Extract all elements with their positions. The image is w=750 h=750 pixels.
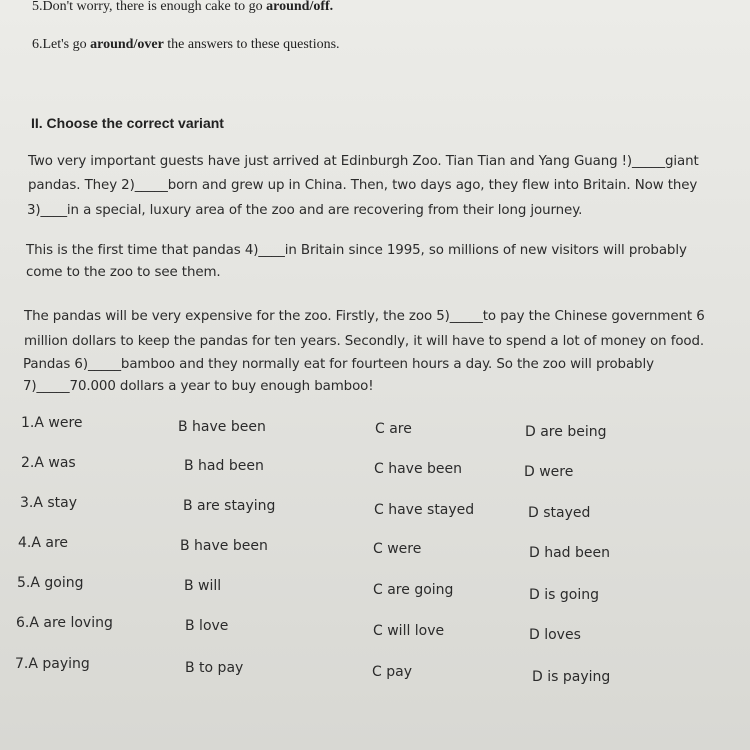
option-4b: B have been bbox=[180, 538, 268, 554]
option-1c: C are bbox=[375, 421, 412, 437]
option-3c: C have stayed bbox=[374, 502, 475, 518]
option-2d: D were bbox=[524, 464, 574, 480]
paragraph-line: 7)_____70.000 dollars a year to buy enough bamboo! bbox=[23, 379, 374, 394]
paragraph-line: Pandas 6)_____bamboo and they normally eat for fourteen hours a day. So the zoo will probably bbox=[23, 357, 654, 372]
option-1a: 1.A were bbox=[21, 415, 83, 431]
option-3d: D stayed bbox=[528, 505, 591, 521]
option-7d: D is paying bbox=[532, 669, 611, 685]
option-6b: B love bbox=[185, 618, 229, 634]
option-2b: B had been bbox=[184, 458, 264, 474]
option-2c: C have been bbox=[374, 461, 463, 477]
option-5a: 5.A going bbox=[17, 575, 84, 591]
paragraph-line: pandas. They 2)_____born and grew up in China. Then, two days ago, they flew into Britain. Now they bbox=[28, 178, 698, 193]
option-6a: 6.A are loving bbox=[16, 615, 113, 631]
option-4a: 4.A are bbox=[18, 535, 69, 551]
option-7b: B to pay bbox=[185, 660, 244, 676]
option-1d: D are being bbox=[525, 424, 607, 440]
option-5d: D is going bbox=[529, 587, 599, 603]
paragraph-line: 3)____in a special, luxury area of the zoo and are recovering from their long journey. bbox=[27, 203, 583, 218]
option-3a: 3.A stay bbox=[20, 495, 78, 511]
option-3b: B are staying bbox=[183, 498, 276, 514]
option-6c: C will love bbox=[373, 623, 445, 639]
section-heading: II. Choose the correct variant bbox=[31, 115, 224, 131]
paragraph-line: come to the zoo to see them. bbox=[26, 265, 221, 280]
paragraph-line: The pandas will be very expensive for the zoo. Firstly, the zoo 5)_____to pay the Chinese government 6 bbox=[24, 309, 705, 324]
paragraph-line: Two very important guests have just arrived at Edinburgh Zoo. Tian Tian and Yang Guang !)_____giant bbox=[28, 154, 699, 169]
sentence-6: 6.Let's go around/over the answers to these questions. bbox=[32, 37, 340, 52]
option-7c: C pay bbox=[372, 664, 412, 680]
option-1b: B have been bbox=[178, 419, 266, 435]
sentence-5: 5.Don't worry, there is enough cake to go around/off. bbox=[32, 0, 334, 14]
paragraph-line: This is the first time that pandas 4)____in Britain since 1995, so millions of new visitors will probably bbox=[26, 243, 687, 258]
option-5b: B will bbox=[184, 578, 222, 594]
option-4c: C were bbox=[373, 541, 422, 557]
option-5c: C are going bbox=[373, 582, 454, 598]
option-6d: D loves bbox=[529, 627, 581, 643]
option-4d: D had been bbox=[529, 545, 611, 561]
option-7a: 7.A paying bbox=[15, 656, 90, 672]
option-2a: 2.A was bbox=[21, 455, 76, 471]
paragraph-line: million dollars to keep the pandas for ten years. Secondly, it will have to spend a lot of money on food. bbox=[24, 334, 705, 349]
